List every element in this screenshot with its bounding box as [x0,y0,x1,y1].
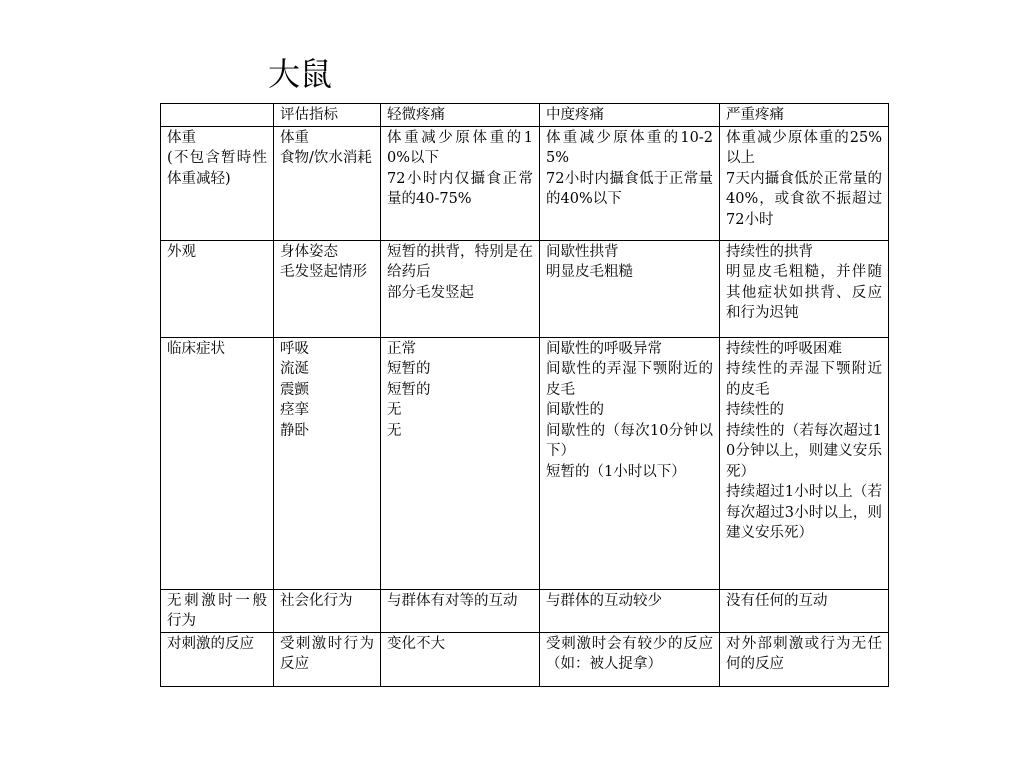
cell-line: 临床症状 [167,340,225,357]
category-cell [161,126,274,240]
category-cell [161,589,274,632]
moderate-cell [540,126,720,240]
severe-cell [720,589,889,632]
cell-line: 间歇性拱背 [546,243,619,260]
header-cell: 中度疼痛 [540,104,720,127]
mild-cell [381,126,540,240]
cell-line: 间歇性的呼吸异常 [546,340,662,357]
table-header-row [161,104,889,127]
cell-line: 持续性的 [726,402,784,418]
cell-line: 持续性的（若每次超过10分钟以上，则建义安乐死） [726,422,882,480]
header-cell [161,104,274,127]
cell-line: 与群体的互动较少 [546,592,662,609]
header-cell: 严重疼痛 [720,104,889,127]
cell-line: 无刺激时一般行为 [167,592,267,629]
cell-line: 间歇性的 [546,402,604,418]
cell-line: 身体姿态 [280,243,338,260]
cell-line: 变化不大 [387,635,445,652]
cell-line: 受刺激时行为反应 [280,635,374,672]
mild-cell [381,632,540,686]
cell-line: 对外部刺激或行为无任何的反应 [726,635,882,672]
cell-line: 体重 [167,129,196,146]
cell-line: 外观 [167,243,196,260]
severe-cell [720,632,889,686]
cell-line: 无 [387,422,402,439]
cell-line: 静卧 [280,422,309,439]
cell-line: 短暂的（1小时以下） [546,463,686,480]
cell-line: 痉挛 [280,402,309,418]
category-cell [161,632,274,686]
cell-line: 体重减少原体重的25%以上 [726,129,882,166]
cell-line: 间歇性的弄湿下颚附近的皮毛 [546,361,713,398]
cell-line: 毛发竖起情形 [280,264,367,280]
moderate-cell [540,632,720,686]
cell-line: 体重减少原体重的10%以下 [387,129,533,166]
cell-line: 没有任何的互动 [726,592,828,609]
cell-line: 流涎 [280,361,309,377]
cell-line: 呼吸 [280,340,309,357]
cell-line: 明显皮毛粗糙，并伴随其他症状如拱背、反应和行为迟钝 [726,264,882,321]
cell-line: 无 [387,402,402,418]
cell-line: 明显皮毛粗糙 [546,264,633,280]
severe-cell [720,126,889,240]
indicator-cell [274,240,381,337]
cell-line: 间歇性的（每次10分钟以下） [546,422,713,459]
table-row-weight [161,126,889,240]
moderate-cell [540,337,720,589]
cell-line: 正常 [387,340,416,357]
cell-line: 短暂的 [387,361,431,377]
cell-line: 持续性的弄湿下颚附近的皮毛 [726,361,882,398]
pain-assessment-table [160,103,889,687]
cell-line: 72小时内仅攝食正常量的40-75% [387,170,533,207]
category-cell [161,240,274,337]
cell-line: 体重减少原体重的10-25% [546,129,713,166]
table-row-appearance [161,240,889,337]
cell-line: 持续性的拱背 [726,243,813,260]
cell-line: 对刺激的反应 [167,635,254,652]
cell-line: 持续超过1小时以上（若每次超过3小时以上，则建义安乐死） [726,484,882,541]
slide-title: 大鼠 [268,55,333,93]
cell-line: 短暂的 [387,381,431,398]
cell-line: 社会化行为 [280,592,353,609]
table-row-unstimulated-behavior [161,589,889,632]
cell-line: (不包含暂時性体重减轻) [167,150,267,187]
cell-line: 7天内攝食低於正常量的40%，或食欲不振超过72小时 [726,170,882,228]
indicator-cell [274,632,381,686]
category-cell [161,337,274,589]
moderate-cell [540,589,720,632]
cell-line: 72小时内攝食低于正常量的40%以下 [546,170,713,207]
cell-line: 震颤 [280,381,309,398]
cell-line: 食物/饮水消耗 [280,150,372,166]
moderate-cell [540,240,720,337]
table-row-stimulus-response [161,632,889,686]
mild-cell [381,589,540,632]
indicator-cell [274,126,381,240]
cell-line: 受刺激时会有较少的反应（如：被人捉拿） [546,635,713,672]
cell-line: 部分毛发竖起 [387,284,474,301]
cell-line: 持续性的呼吸困难 [726,340,842,357]
header-cell: 轻微疼痛 [381,104,540,127]
indicator-cell [274,337,381,589]
severe-cell [720,240,889,337]
cell-line: 与群体有对等的互动 [387,592,518,609]
table-row-clinical-signs [161,337,889,589]
indicator-cell [274,589,381,632]
header-cell: 评估指标 [274,104,381,127]
cell-line: 短暂的拱背，特别是在给药后 [387,243,533,280]
cell-line: 体重 [280,129,309,146]
severe-cell [720,337,889,589]
mild-cell [381,337,540,589]
mild-cell [381,240,540,337]
